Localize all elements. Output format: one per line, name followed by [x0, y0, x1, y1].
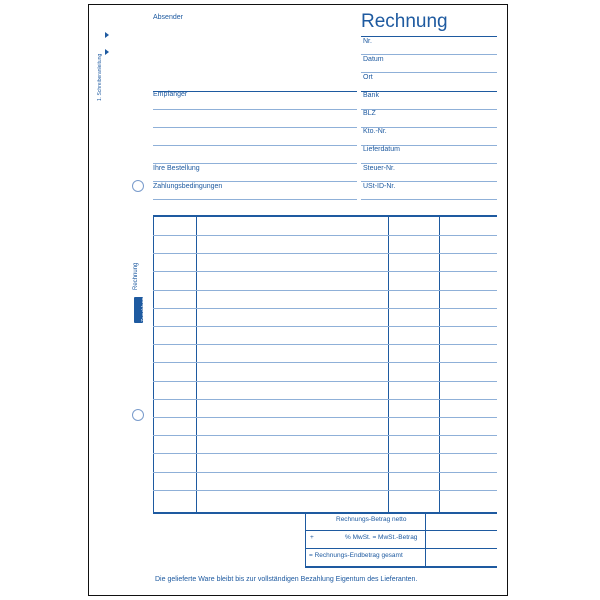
payment-terms-line: [153, 199, 357, 200]
item-table-row-line: [153, 235, 497, 236]
item-table-column: [196, 217, 197, 513]
recipient-line: [153, 163, 357, 164]
field-tax-number-label: Steuer-Nr.: [363, 165, 395, 172]
copy-instruction-label: 1. Schreiberanleitung: [97, 53, 103, 101]
field-vat-id-label: USt-ID-Nr.: [363, 183, 396, 190]
recipient-line: [153, 145, 357, 146]
item-table-top: [153, 215, 497, 217]
field-line: [361, 199, 497, 200]
item-table-row-line: [153, 399, 497, 400]
totals-line: [305, 530, 497, 531]
item-table-row-line: [153, 271, 497, 272]
field-delivery-date-label: Lieferdatum: [363, 146, 400, 153]
field-line: [361, 91, 497, 92]
field-bank-label: Bank: [363, 92, 379, 99]
side-label: Rechnung: [133, 262, 139, 290]
item-table-row-line: [153, 326, 497, 327]
net-total-label: Rechnungs-Betrag netto: [336, 516, 407, 523]
item-table-row-line: [153, 472, 497, 473]
field-account-label: Kto.-Nr.: [363, 128, 387, 135]
item-table-row-line: [153, 417, 497, 418]
totals-value-column: [425, 512, 426, 568]
item-table-row-line: [153, 490, 497, 491]
item-table-bottom: [153, 512, 497, 514]
totals-bottom-line: [305, 566, 497, 568]
recipient-label: Empfänger: [153, 91, 188, 98]
item-table-border: [153, 217, 154, 513]
invoice-form: [88, 4, 508, 596]
item-table-row-line: [153, 381, 497, 382]
item-table-column: [388, 217, 389, 513]
field-line: [361, 181, 497, 182]
item-table-row-line: [153, 290, 497, 291]
item-table-row-line: [153, 453, 497, 454]
payment-terms-label: Zahlungsbedingungen: [153, 183, 223, 190]
field-line: [361, 163, 497, 164]
fold-mark-icon: [105, 49, 109, 55]
item-table-row-line: [153, 253, 497, 254]
recipient-line: [153, 127, 357, 128]
sender-label: Absender: [153, 14, 183, 21]
totals-line: [305, 548, 497, 549]
field-date-label: Datum: [363, 56, 384, 63]
order-line: [153, 181, 357, 182]
fold-mark-icon: [105, 32, 109, 38]
recipient-line: [153, 109, 357, 110]
vat-label: % MwSt. = MwSt.-Betrag: [345, 534, 418, 541]
field-line: [361, 54, 497, 55]
item-table-row-line: [153, 344, 497, 345]
field-place-label: Ort: [363, 74, 373, 81]
field-line: [361, 72, 497, 73]
totals-box-border: [305, 512, 306, 568]
item-table-column: [439, 217, 440, 513]
item-table-row-line: [153, 362, 497, 363]
item-table-row-line: [153, 435, 497, 436]
field-line: [361, 109, 497, 110]
gross-total-label: = Rechnungs-Endbetrag gesamt: [309, 552, 403, 559]
punch-hole-icon: [132, 180, 144, 192]
brand-label: Zweckform: [141, 297, 147, 322]
punch-hole-icon: [132, 409, 144, 421]
field-number-label: Nr.: [363, 38, 372, 45]
field-blz-label: BLZ: [363, 110, 376, 117]
retention-of-title-note: Die gelieferte Ware bleibt bis zur vollständigen Bezahlung Eigentum des Lieferanten.: [155, 576, 418, 583]
vat-plus-sign: +: [310, 534, 314, 541]
page-title: Rechnung: [361, 11, 448, 32]
order-label: Ihre Bestellung: [153, 165, 200, 172]
title-rule: [361, 36, 497, 37]
item-table-row-line: [153, 308, 497, 309]
